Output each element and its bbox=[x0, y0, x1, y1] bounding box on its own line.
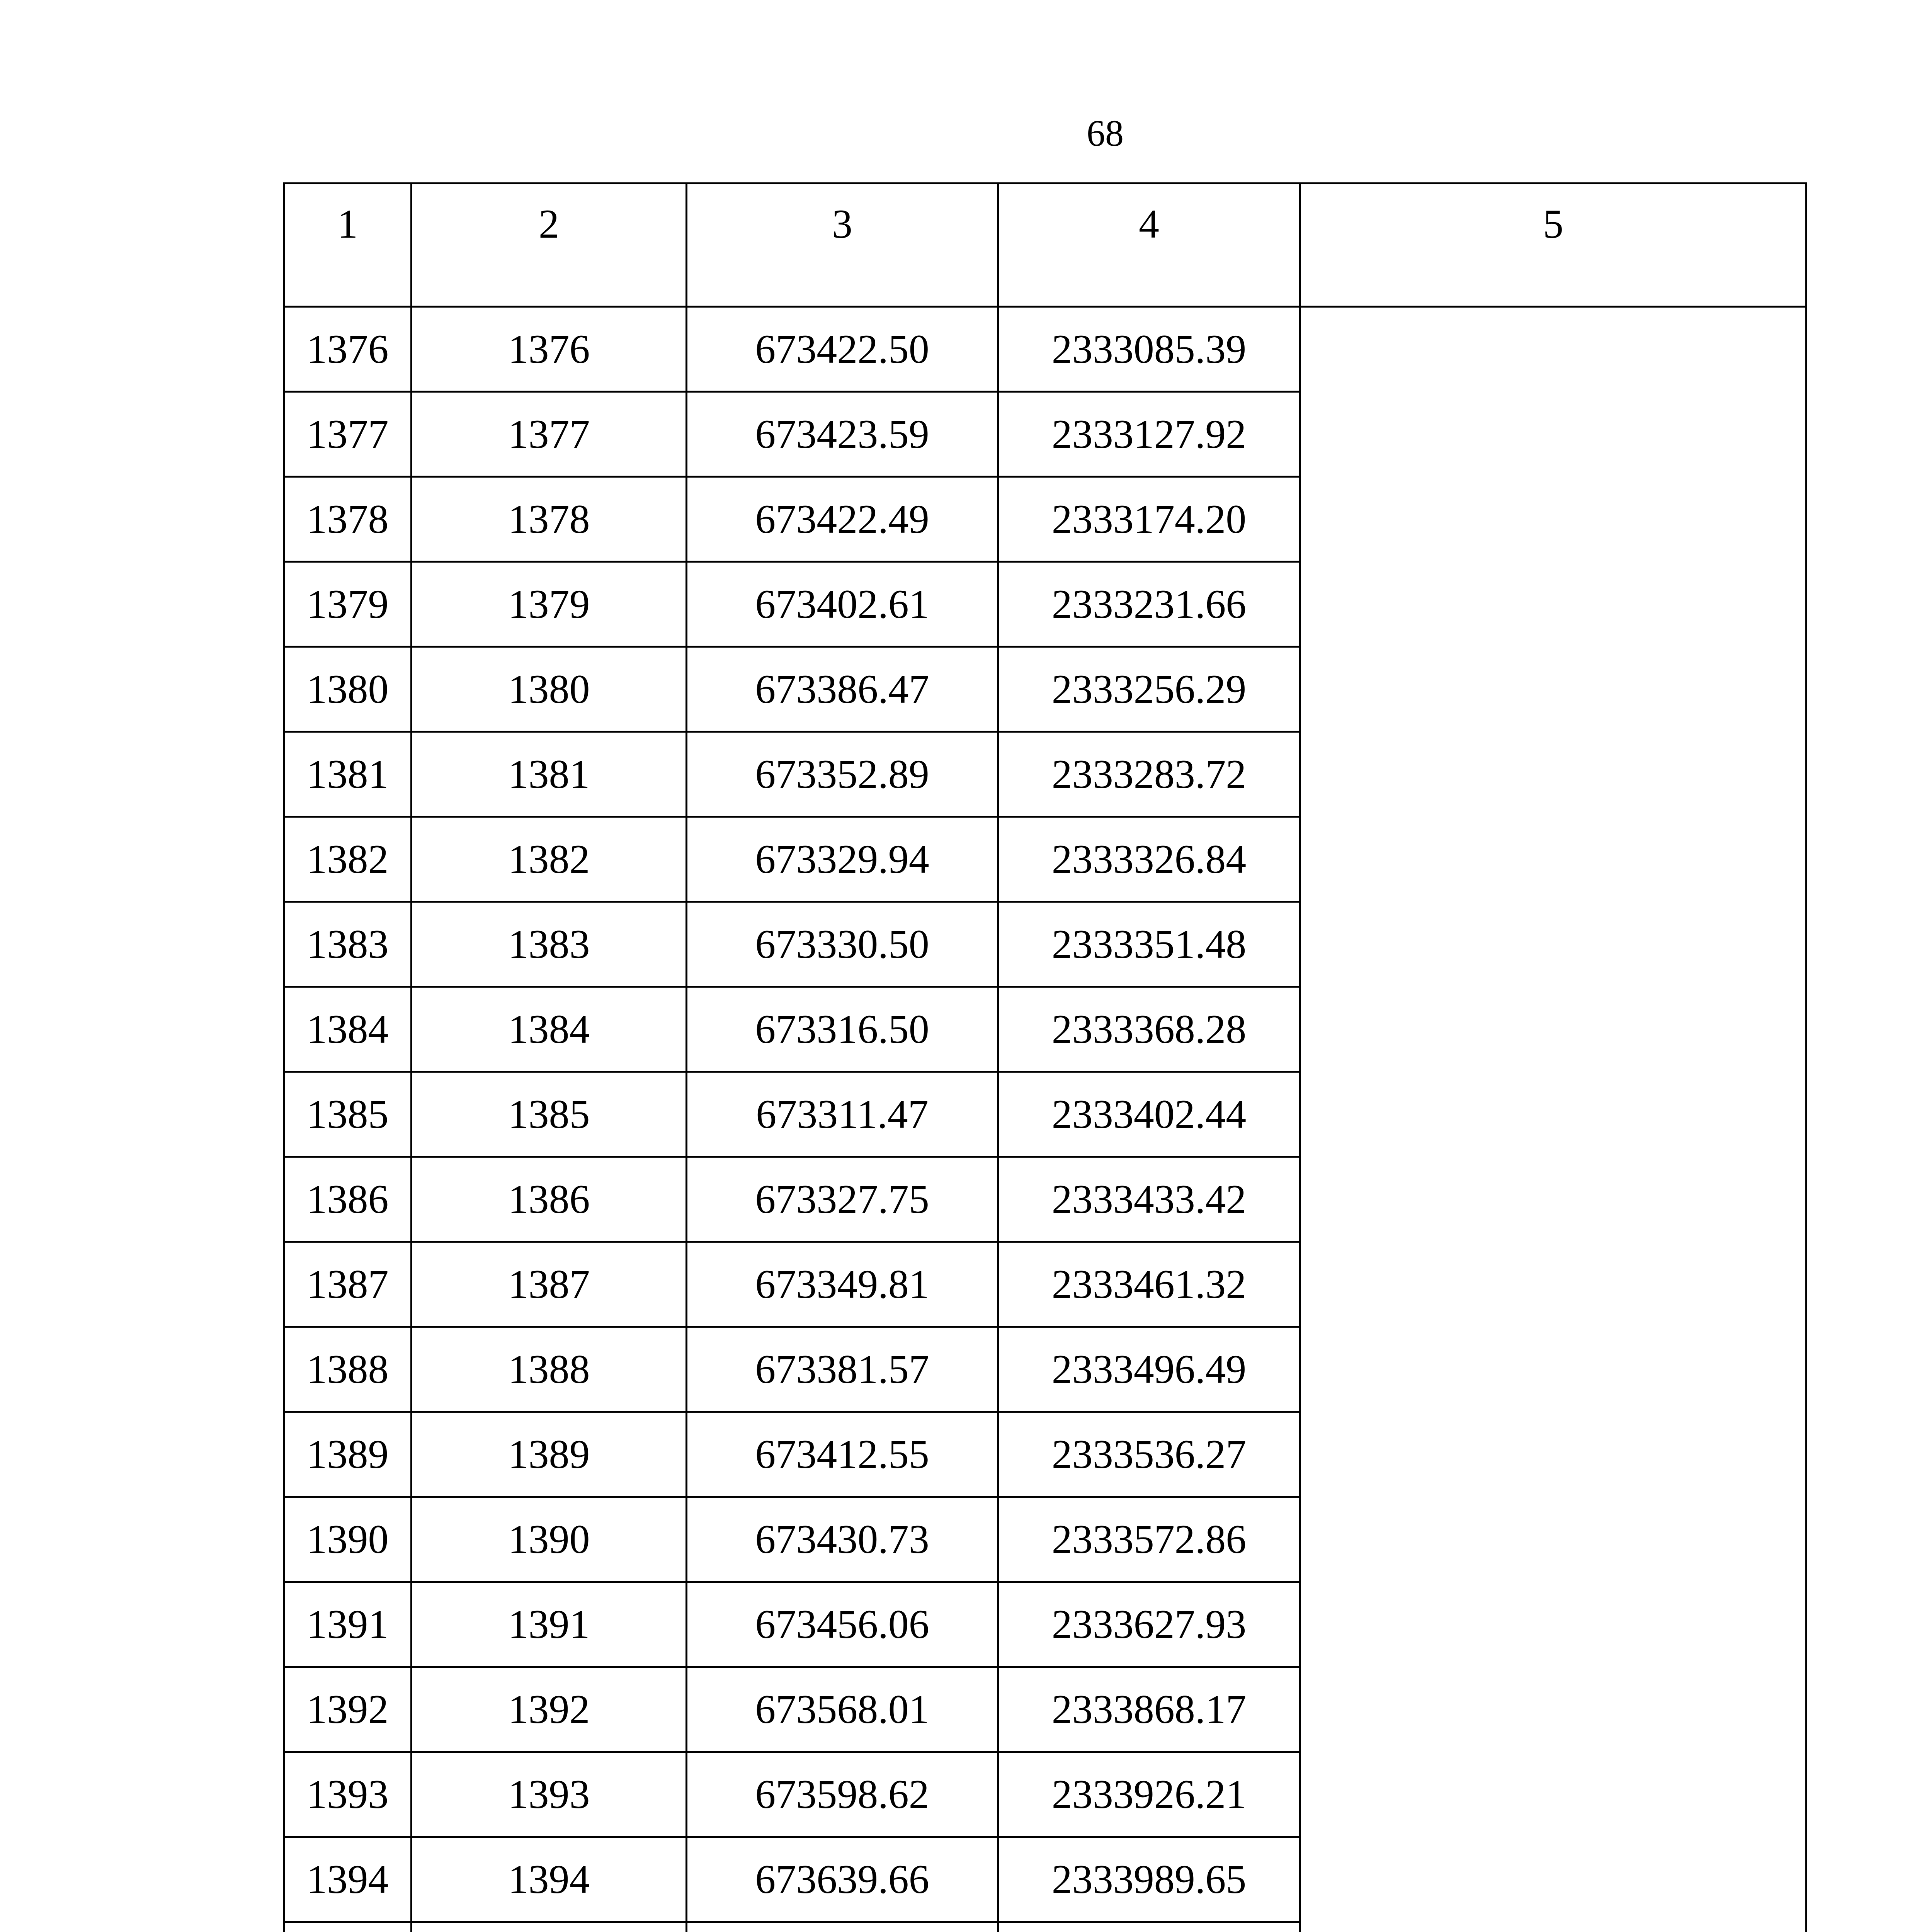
point-number-cell: 1383 bbox=[284, 902, 412, 987]
point-id-cell: 1391 bbox=[412, 1582, 687, 1667]
x-coordinate-cell bbox=[687, 1922, 998, 1932]
point-number-cell: 1379 bbox=[284, 562, 412, 647]
y-coordinate-cell: 2333496.49 bbox=[998, 1327, 1300, 1412]
coordinates-table bbox=[283, 182, 1807, 1932]
point-number-cell: 1393 bbox=[284, 1752, 412, 1837]
y-coordinate-cell: 2333461.32 bbox=[998, 1242, 1300, 1327]
y-coordinate-cell: 2333368.28 bbox=[998, 987, 1300, 1072]
y-coordinate-cell: 2333351.48 bbox=[998, 902, 1300, 987]
point-number-cell: 1382 bbox=[284, 817, 412, 902]
table-row bbox=[284, 307, 1806, 392]
point-number-cell: 1390 bbox=[284, 1497, 412, 1582]
point-id-cell: 1385 bbox=[412, 1072, 687, 1157]
point-number-cell bbox=[284, 1922, 412, 1932]
x-coordinate-cell: 673639.66 bbox=[687, 1837, 998, 1922]
point-id-cell: 1392 bbox=[412, 1667, 687, 1752]
point-number-cell: 1385 bbox=[284, 1072, 412, 1157]
point-number-cell: 1389 bbox=[284, 1412, 412, 1497]
point-number-cell: 1384 bbox=[284, 987, 412, 1072]
y-coordinate-cell: 2333989.65 bbox=[998, 1837, 1300, 1922]
y-coordinate-cell bbox=[998, 1922, 1300, 1932]
column-header-2: 2 bbox=[412, 184, 687, 307]
point-number-cell: 1387 bbox=[284, 1242, 412, 1327]
point-number-cell: 1377 bbox=[284, 392, 412, 477]
point-number-cell: 1392 bbox=[284, 1667, 412, 1752]
notes-cell bbox=[1300, 307, 1806, 1932]
point-id-cell: 1388 bbox=[412, 1327, 687, 1412]
point-id-cell: 1393 bbox=[412, 1752, 687, 1837]
x-coordinate-cell: 673423.59 bbox=[687, 392, 998, 477]
y-coordinate-cell: 2333868.17 bbox=[998, 1667, 1300, 1752]
x-coordinate-cell: 673316.50 bbox=[687, 987, 998, 1072]
y-coordinate-cell: 2333231.66 bbox=[998, 562, 1300, 647]
x-coordinate-cell: 673381.57 bbox=[687, 1327, 998, 1412]
point-number-cell: 1388 bbox=[284, 1327, 412, 1412]
y-coordinate-cell: 2333326.84 bbox=[998, 817, 1300, 902]
y-coordinate-cell: 2333127.92 bbox=[998, 392, 1300, 477]
column-header-4: 4 bbox=[998, 184, 1300, 307]
x-coordinate-cell: 673568.01 bbox=[687, 1667, 998, 1752]
point-id-cell bbox=[412, 1922, 687, 1932]
x-coordinate-cell: 673422.49 bbox=[687, 477, 998, 562]
x-coordinate-cell: 673327.75 bbox=[687, 1157, 998, 1242]
y-coordinate-cell: 2333433.42 bbox=[998, 1157, 1300, 1242]
point-number-cell: 1394 bbox=[284, 1837, 412, 1922]
x-coordinate-cell: 673330.50 bbox=[687, 902, 998, 987]
x-coordinate-cell: 673598.62 bbox=[687, 1752, 998, 1837]
y-coordinate-cell: 2333174.20 bbox=[998, 477, 1300, 562]
point-id-cell: 1394 bbox=[412, 1837, 687, 1922]
column-header-5: 5 bbox=[1300, 184, 1806, 307]
point-number-cell: 1378 bbox=[284, 477, 412, 562]
point-id-cell: 1382 bbox=[412, 817, 687, 902]
y-coordinate-cell: 2333085.39 bbox=[998, 307, 1300, 392]
point-id-cell: 1381 bbox=[412, 732, 687, 817]
point-id-cell: 1377 bbox=[412, 392, 687, 477]
point-id-cell: 1384 bbox=[412, 987, 687, 1072]
point-id-cell: 1379 bbox=[412, 562, 687, 647]
y-coordinate-cell: 2333572.86 bbox=[998, 1497, 1300, 1582]
y-coordinate-cell: 2333256.29 bbox=[998, 647, 1300, 732]
y-coordinate-cell: 2333926.21 bbox=[998, 1752, 1300, 1837]
x-coordinate-cell: 673430.73 bbox=[687, 1497, 998, 1582]
point-id-cell: 1387 bbox=[412, 1242, 687, 1327]
point-id-cell: 1386 bbox=[412, 1157, 687, 1242]
y-coordinate-cell: 2333627.93 bbox=[998, 1582, 1300, 1667]
y-coordinate-cell: 2333283.72 bbox=[998, 732, 1300, 817]
point-id-cell: 1376 bbox=[412, 307, 687, 392]
point-id-cell: 1383 bbox=[412, 902, 687, 987]
page-number: 68 bbox=[1087, 112, 1124, 154]
point-id-cell: 1380 bbox=[412, 647, 687, 732]
point-number-cell: 1391 bbox=[284, 1582, 412, 1667]
x-coordinate-cell: 673456.06 bbox=[687, 1582, 998, 1667]
point-number-cell: 1381 bbox=[284, 732, 412, 817]
x-coordinate-cell: 673352.89 bbox=[687, 732, 998, 817]
x-coordinate-cell: 673329.94 bbox=[687, 817, 998, 902]
table-header-row bbox=[284, 184, 1806, 307]
x-coordinate-cell: 673422.50 bbox=[687, 307, 998, 392]
x-coordinate-cell: 673386.47 bbox=[687, 647, 998, 732]
x-coordinate-cell: 673311.47 bbox=[687, 1072, 998, 1157]
point-number-cell: 1376 bbox=[284, 307, 412, 392]
table-body bbox=[284, 307, 1806, 1932]
point-id-cell: 1378 bbox=[412, 477, 687, 562]
point-id-cell: 1389 bbox=[412, 1412, 687, 1497]
x-coordinate-cell: 673349.81 bbox=[687, 1242, 998, 1327]
point-id-cell: 1390 bbox=[412, 1497, 687, 1582]
point-number-cell: 1386 bbox=[284, 1157, 412, 1242]
column-header-1: 1 bbox=[284, 184, 412, 307]
point-number-cell: 1380 bbox=[284, 647, 412, 732]
y-coordinate-cell: 2333536.27 bbox=[998, 1412, 1300, 1497]
x-coordinate-cell: 673412.55 bbox=[687, 1412, 998, 1497]
column-header-3: 3 bbox=[687, 184, 998, 307]
x-coordinate-cell: 673402.61 bbox=[687, 562, 998, 647]
y-coordinate-cell: 2333402.44 bbox=[998, 1072, 1300, 1157]
